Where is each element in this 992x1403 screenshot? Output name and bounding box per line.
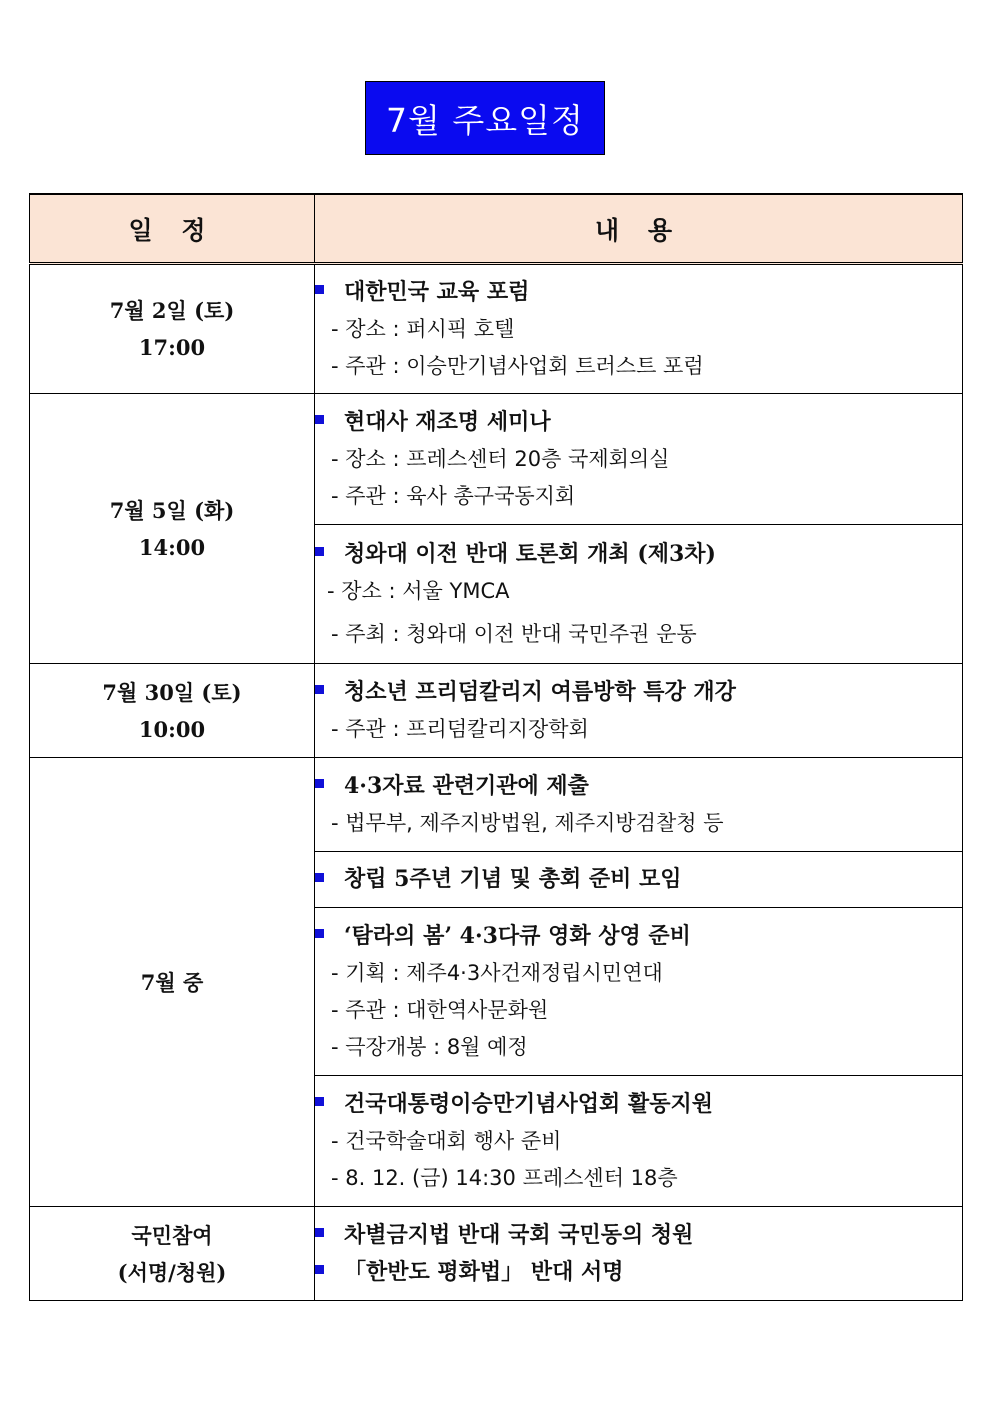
event-detail: - 극장개봉 : 8월 예정 [331, 1034, 528, 1059]
event-cell [315, 264, 963, 394]
schedule-table [29, 193, 963, 1301]
header-date: 일 정 [30, 194, 315, 264]
event-detail: - 기획 : 제주4·3사건재정립시민연대 [331, 960, 663, 985]
event-title: 4·3자료 관련기관에 제출 [315, 768, 962, 805]
event-title: 청소년 프리덤칼리지 여름방학 특강 개강 [315, 674, 962, 711]
event-title: ‘탐라의 봄’ 4·3다큐 영화 상영 준비 [315, 918, 962, 955]
event-cell [315, 1207, 963, 1301]
time-text: 14:00 [138, 534, 206, 560]
square-bullet-icon [315, 1097, 324, 1106]
event-cell [315, 1076, 963, 1207]
participation-sub: (서명/청원) [117, 1259, 227, 1285]
event-title: 차별금지법 반대 국회 국민동의 청원 [315, 1217, 962, 1254]
square-bullet-icon [315, 547, 324, 556]
event-title: 창립 5주년 기념 및 총회 준비 모임 [315, 861, 962, 898]
event-title: 대한민국 교육 포럼 [315, 274, 962, 311]
table-row [30, 758, 963, 852]
date-text: 7월 2일 (토) [109, 298, 235, 323]
time-text: 10:00 [138, 716, 206, 742]
event-cell [315, 525, 963, 664]
date-cell [30, 264, 315, 394]
square-bullet-icon [315, 1228, 324, 1237]
time-text: 17:00 [138, 335, 206, 360]
page-title: 7월 주요일정 [365, 81, 605, 155]
date-cell [30, 394, 315, 664]
event-detail: - 건국학술대회 행사 준비 [331, 1128, 562, 1153]
event-cell [315, 394, 963, 525]
table-row [30, 1207, 963, 1301]
header-content: 내 용 [315, 194, 963, 264]
event-title: 청와대 이전 반대 토론회 개최 (제3차) [315, 536, 962, 573]
table-row [30, 664, 963, 758]
date-cell [30, 664, 315, 758]
square-bullet-icon [315, 285, 324, 294]
table-row [30, 394, 963, 525]
event-detail: - 주최 : 청와대 이전 반대 국민주권 운동 [331, 621, 697, 646]
date-cell [30, 758, 315, 1207]
event-detail: - 주관 : 대한역사문화원 [331, 997, 549, 1022]
event-cell [315, 852, 963, 908]
square-bullet-icon [315, 873, 324, 882]
square-bullet-icon [315, 1265, 324, 1274]
event-detail: - 8. 12. (금) 14:30 프레스센터 18층 [331, 1165, 678, 1190]
square-bullet-icon [315, 929, 324, 938]
event-cell [315, 758, 963, 852]
square-bullet-icon [315, 415, 324, 424]
event-detail: - 주관 : 육사 총구국동지회 [331, 483, 576, 508]
event-cell [315, 908, 963, 1076]
event-detail: - 주관 : 이승만기념사업회 트러스트 포럼 [331, 353, 704, 378]
event-title: 건국대통령이승만기념사업회 활동지원 [315, 1086, 962, 1123]
event-detail: - 법무부, 제주지방법원, 제주지방검찰청 등 [331, 810, 724, 835]
date-text: 7월 5일 (화) [109, 497, 235, 523]
event-detail: - 장소 : 퍼시픽 호텔 [331, 316, 515, 341]
table-header-row [30, 194, 963, 264]
participation-label: 국민참여 [131, 1222, 213, 1248]
date-text: 7월 30일 (토) [102, 679, 242, 705]
date-cell [30, 1207, 315, 1301]
event-cell [315, 664, 963, 758]
table-row [30, 264, 963, 394]
date-text: 7월 중 [140, 969, 204, 995]
square-bullet-icon [315, 685, 324, 694]
event-title: 현대사 재조명 세미나 [315, 404, 962, 441]
event-title: 「한반도 평화법」 반대 서명 [315, 1254, 962, 1291]
event-detail: - 주관 : 프리덤칼리지장학회 [331, 716, 589, 741]
event-detail: - 장소 : 프레스센터 20층 국제회의실 [331, 446, 670, 471]
event-detail: - 장소 : 서울 YMCA [327, 578, 510, 603]
square-bullet-icon [315, 779, 324, 788]
